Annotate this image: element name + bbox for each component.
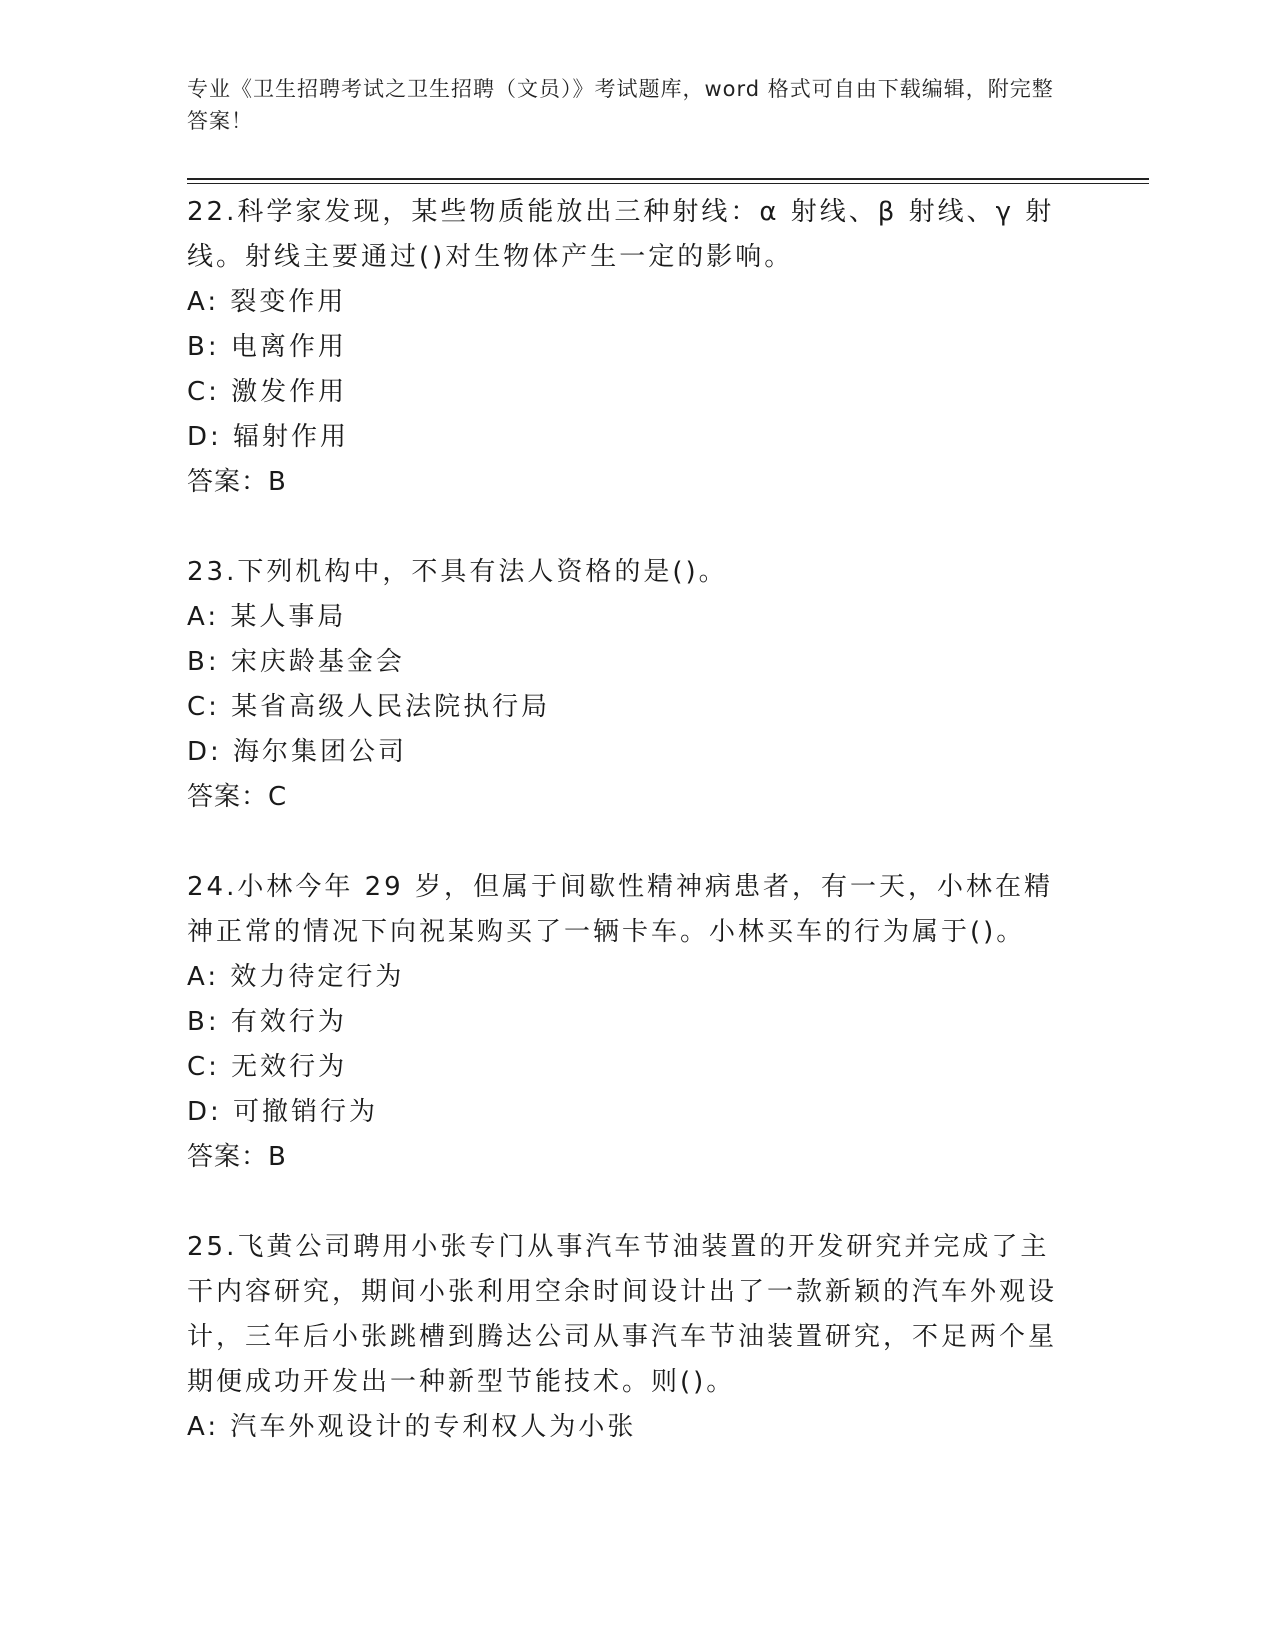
- spacer: [187, 820, 1067, 865]
- question-23: [187, 550, 1067, 820]
- header-divider-thick: [187, 178, 1149, 180]
- option-a: A: 某人事局: [187, 602, 347, 632]
- option-a: A: 裂变作用: [187, 287, 347, 317]
- option-d: D: 海尔集团公司: [187, 737, 408, 767]
- option-a: A: 效力待定行为: [187, 962, 405, 992]
- question-25: [187, 1225, 1067, 1450]
- spacer: [187, 505, 1067, 550]
- question-22: [187, 190, 1067, 505]
- question-24: [187, 865, 1067, 1180]
- question-list: [187, 190, 1067, 1450]
- question-stem: 23.下列机构中，不具有法人资格的是()。: [187, 557, 728, 587]
- option-c: C: 激发作用: [187, 377, 348, 407]
- option-a: A: 汽车外观设计的专利权人为小张: [187, 1412, 637, 1442]
- question-stem: 25.飞黄公司聘用小张专门从事汽车节油装置的开发研究并完成了主干内容研究，期间小张利用空余时间设计出了一款新颖的汽车外观设计，三年后小张跳槽到腾达公司从事汽车节油装置研究，不足两个星期便成功开发出一种新型节能技术。则()。: [187, 1232, 1058, 1397]
- header-divider-thin: [187, 183, 1149, 184]
- option-c: C: 无效行为: [187, 1052, 348, 1082]
- option-d: D: 辐射作用: [187, 422, 350, 452]
- answer-line: 答案：B: [187, 467, 287, 497]
- option-d: D: 可撤销行为: [187, 1097, 379, 1127]
- answer-line: 答案：C: [187, 782, 288, 812]
- question-stem: 22.科学家发现，某些物质能放出三种射线：α 射线、β 射线、γ 射线。射线主要通过()对生物体产生一定的影响。: [187, 197, 1055, 272]
- question-stem: 24.小林今年 29 岁，但属于间歇性精神病患者，有一天，小林在精神正常的情况下向祝某购买了一辆卡车。小林买车的行为属于()。: [187, 872, 1053, 947]
- answer-line: 答案：B: [187, 1142, 287, 1172]
- option-b: B: 宋庆龄基金会: [187, 647, 405, 677]
- option-b: B: 电离作用: [187, 332, 347, 362]
- option-c: C: 某省高级人民法院执行局: [187, 692, 551, 722]
- spacer: [187, 1180, 1067, 1225]
- option-b: B: 有效行为: [187, 1007, 347, 1037]
- document-header: 专业《卫生招聘考试之卫生招聘（文员）》考试题库，word 格式可自由下载编辑，附完整答案！: [187, 77, 1054, 133]
